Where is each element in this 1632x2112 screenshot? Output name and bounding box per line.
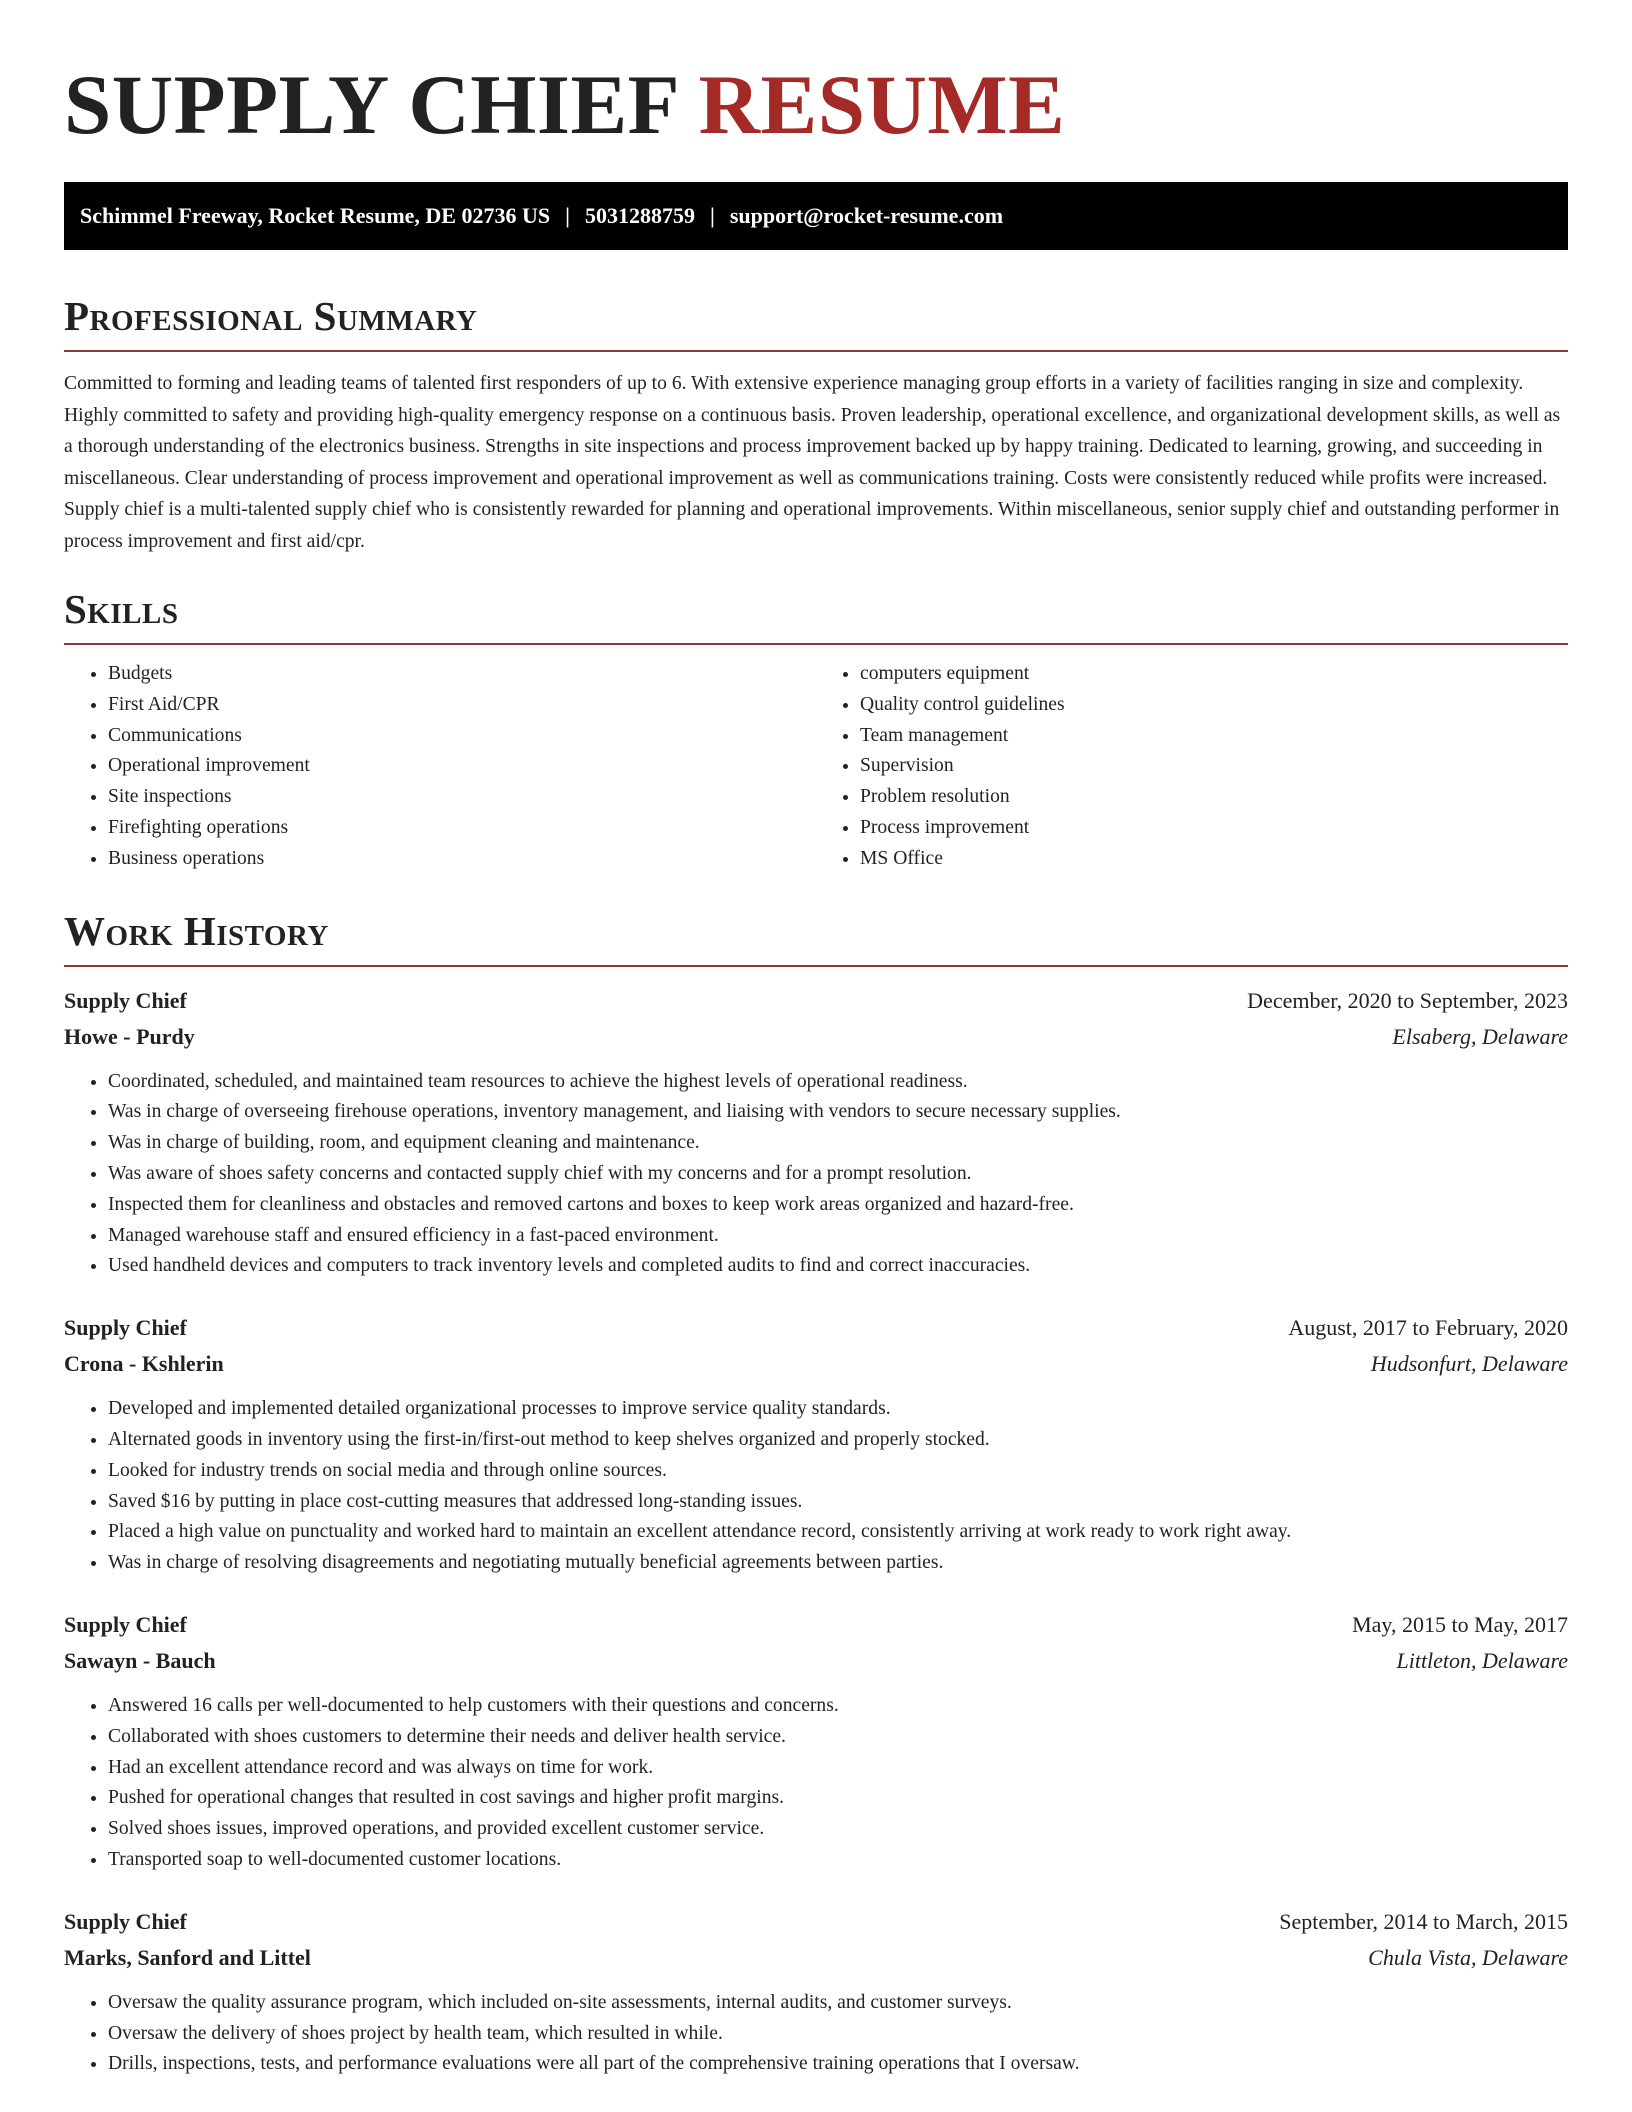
resume-page xyxy=(64,0,1568,2108)
job-duty: • Oversaw the quality assurance program, which included on-site assessments, internal audits, and customer surveys. xyxy=(108,1988,1568,2019)
job-dates: December, 2020 to September, 2023 xyxy=(1247,987,1568,1013)
job-entry xyxy=(64,1904,1568,2080)
resume-title xyxy=(64,58,1568,152)
job-duties xyxy=(64,1988,1568,2080)
job-company: Howe - Purdy xyxy=(64,1023,195,1049)
skill-item: • Firefighting operations xyxy=(108,813,816,844)
skill-item: • Communications xyxy=(108,721,816,752)
contact-separator: | xyxy=(565,203,570,228)
job-duty: • Collaborated with shoes customers to determine their needs and deliver health service. xyxy=(108,1722,1568,1753)
job-dates: September, 2014 to March, 2015 xyxy=(1279,1908,1568,1934)
job-duty: • Placed a high value on punctuality and worked hard to maintain an excellent attendance record, consistently arriving at work ready to work right away. xyxy=(108,1517,1568,1548)
contact-phone: 5031288759 xyxy=(584,203,695,228)
skill-item: • Business operations xyxy=(108,844,816,875)
job-duty: • Had an excellent attendance record and was always on time for work. xyxy=(108,1753,1568,1784)
job-dates: May, 2015 to May, 2017 xyxy=(1352,1611,1568,1637)
skills-column-left xyxy=(64,659,816,875)
job-location: Elsaberg, Delaware xyxy=(1392,1023,1568,1049)
job-duties xyxy=(64,1691,1568,1876)
skill-item: • Process improvement xyxy=(860,813,1568,844)
job-title: Supply Chief xyxy=(64,1908,187,1934)
summary-text: Committed to forming and leading teams of talented first responders of up to 6. With extensive experience managing group efforts in a variety of facilities ranging in size and complexity. Highly committed to safety and providing high-quality emergency response on a continuous basis. Proven leadership, operational excellence, and organizational development skills, as well as a thorough understanding of the electronics business. Strengths in site inspections and process improvement backed up by happy training. Dedicated to learning, growing, and succeeding in miscellaneous. Clear understanding of process improvement and operational improvement as well as communications training. Costs were consistently reduced while profits were increased. Supply chief is a multi-talented supply chief who is consistently rewarded for planning and operational improvements. Within miscellaneous, senior supply chief and outstanding performer in process improvement and first aid/cpr. xyxy=(64,373,1561,552)
skill-item: • Supervision xyxy=(860,751,1568,782)
skills-heading: Skills xyxy=(64,585,1568,645)
skills-column-right xyxy=(816,659,1568,875)
job-duty: • Was in charge of building, room, and equipment cleaning and maintenance. xyxy=(108,1128,1568,1159)
skill-item: • MS Office xyxy=(860,844,1568,875)
contact-separator: | xyxy=(709,203,715,228)
job-title: Supply Chief xyxy=(64,1315,187,1341)
job-duty: • Was in charge of overseeing firehouse operations, inventory management, and liaising with vendors to secure necessary supplies. xyxy=(108,1097,1568,1128)
job-duty: • Transported soap to well-documented customer locations. xyxy=(108,1845,1568,1876)
job-duty: • Was in charge of resolving disagreements and negotiating mutually beneficial agreements between parties. xyxy=(108,1548,1568,1579)
job-duties xyxy=(64,1067,1568,1283)
contact-address: Schimmel Freeway, Rocket Resume, DE 02736 US xyxy=(80,203,551,228)
job-duty: • Managed warehouse staff and ensured efficiency in a fast-paced environment. xyxy=(108,1221,1568,1252)
job-company: Marks, Sanford and Littel xyxy=(64,1944,311,1970)
skill-item: • Quality control guidelines xyxy=(860,690,1568,721)
job-entry xyxy=(64,1310,1568,1579)
skill-item: • Operational improvement xyxy=(108,751,816,782)
skill-item: • First Aid/CPR xyxy=(108,690,816,721)
job-location: Hudsonfurt, Delaware xyxy=(1370,1351,1568,1377)
skills-list xyxy=(64,659,1568,875)
contact-email: support@rocket-resume.com xyxy=(729,203,1004,228)
summary-heading: Professional Summary xyxy=(64,292,1568,352)
title-accent: RESUME xyxy=(698,58,1066,152)
job-title: Supply Chief xyxy=(64,1611,187,1637)
job-duty: • Used handheld devices and computers to track inventory levels and completed audits to find and correct inaccuracies. xyxy=(108,1251,1568,1282)
job-title: Supply Chief xyxy=(64,987,187,1013)
skill-item: • Problem resolution xyxy=(860,782,1568,813)
job-location: Littleton, Delaware xyxy=(1396,1647,1568,1673)
job-duty: • Drills, inspections, tests, and performance evaluations were all part of the comprehensive training operations that I oversaw. xyxy=(108,2049,1568,2080)
job-duty: • Saved $16 by putting in place cost-cutting measures that addressed long-standing issues. xyxy=(108,1487,1568,1518)
job-dates: August, 2017 to February, 2020 xyxy=(1288,1315,1568,1341)
job-duty: • Solved shoes issues, improved operations, and provided excellent customer service. xyxy=(108,1814,1568,1845)
skill-item: • Budgets xyxy=(108,659,816,690)
contact-bar xyxy=(64,182,1568,250)
job-duty: • Looked for industry trends on social media and through online sources. xyxy=(108,1456,1568,1487)
title-main: SUPPLY CHIEF xyxy=(64,58,677,152)
skill-item: • computers equipment xyxy=(860,659,1568,690)
job-duty: • Coordinated, scheduled, and maintained team resources to achieve the highest levels of operational readiness. xyxy=(108,1067,1568,1098)
job-duty: • Alternated goods in inventory using the first-in/first-out method to keep shelves organized and properly stocked. xyxy=(108,1425,1568,1456)
job-duty: • Oversaw the delivery of shoes project by health team, which resulted in while. xyxy=(108,2019,1568,2050)
job-duties xyxy=(64,1394,1568,1579)
job-location: Chula Vista, Delaware xyxy=(1368,1944,1568,1970)
skill-item: • Team management xyxy=(860,721,1568,752)
job-entry xyxy=(64,1607,1568,1876)
job-duty: • Developed and implemented detailed organizational processes to improve service quality standards. xyxy=(108,1394,1568,1425)
skill-item: • Site inspections xyxy=(108,782,816,813)
job-duty: • Was aware of shoes safety concerns and contacted supply chief with my concerns and for a prompt resolution. xyxy=(108,1159,1568,1190)
job-duty: • Answered 16 calls per well-documented to help customers with their questions and concerns. xyxy=(108,1691,1568,1722)
job-duty: • Inspected them for cleanliness and obstacles and removed cartons and boxes to keep work areas organized and hazard-free. xyxy=(108,1190,1568,1221)
job-entry xyxy=(64,983,1568,1283)
job-company: Crona - Kshlerin xyxy=(64,1351,224,1377)
job-duty: • Pushed for operational changes that resulted in cost savings and higher profit margins. xyxy=(108,1783,1568,1814)
job-company: Sawayn - Bauch xyxy=(64,1647,216,1673)
work-history-heading: Work History xyxy=(64,907,1568,967)
